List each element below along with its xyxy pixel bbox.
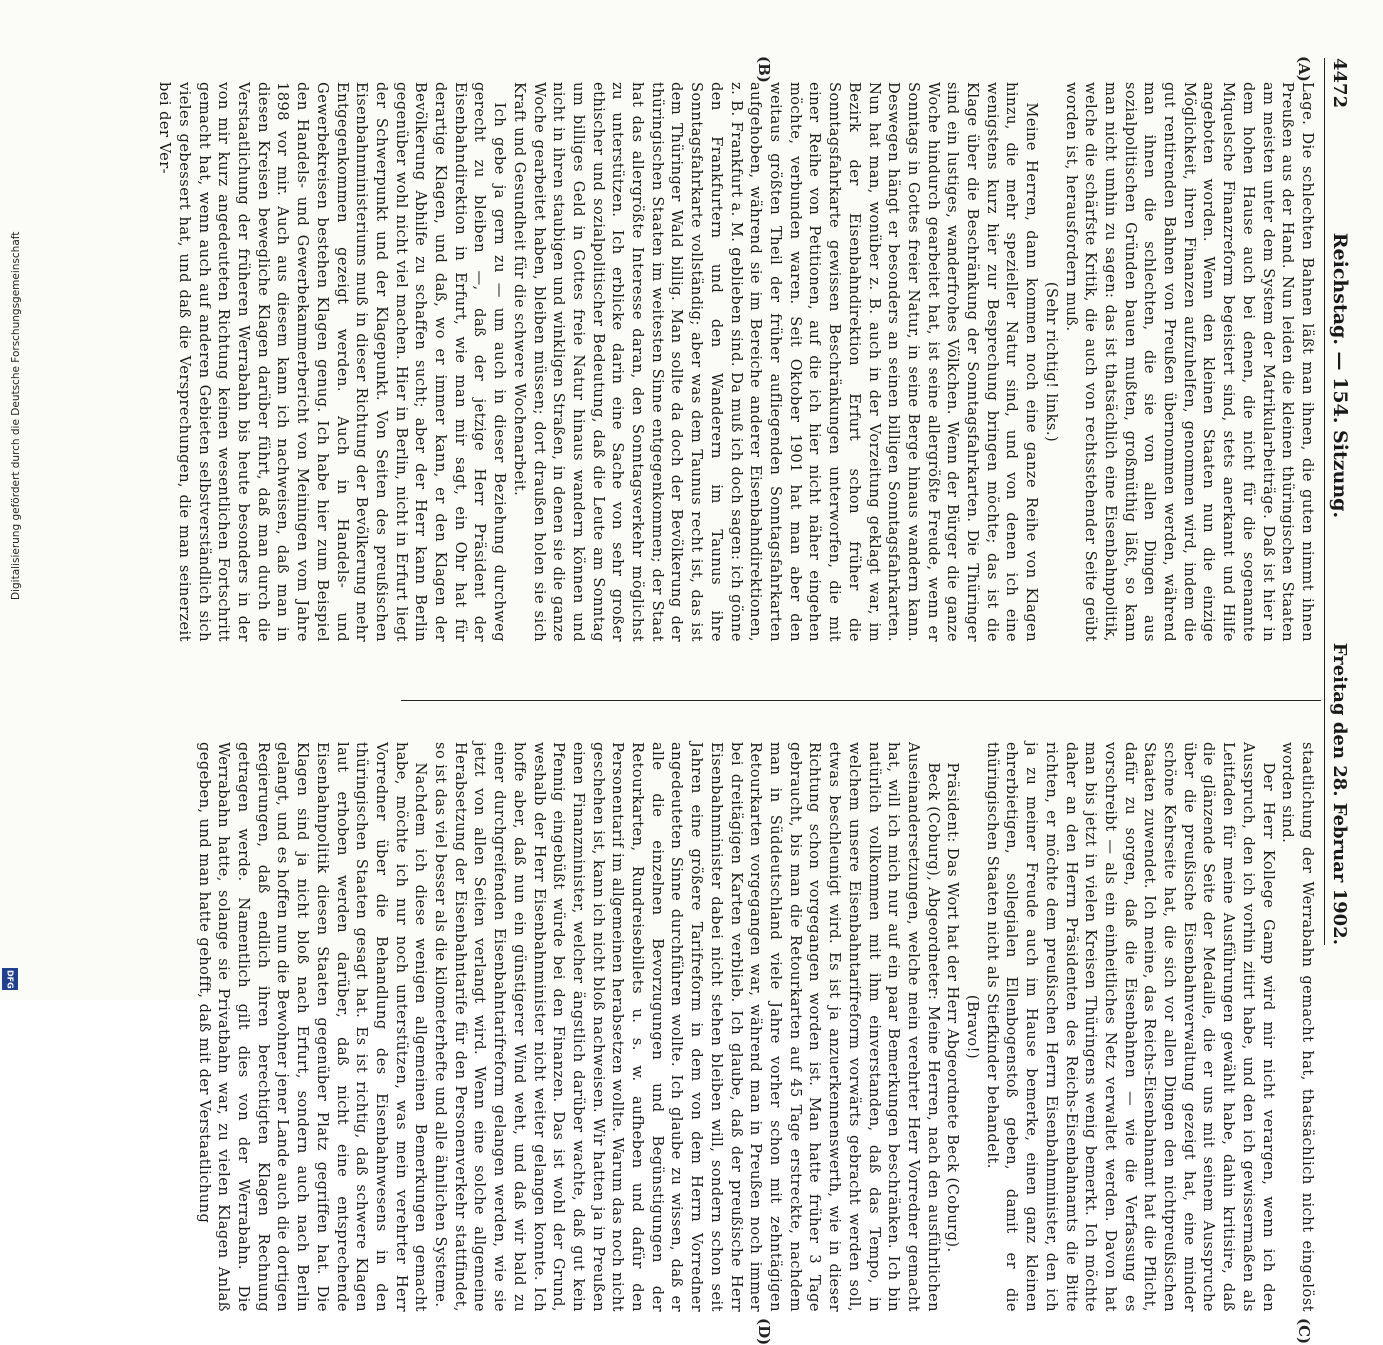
interjection: (Sehr richtig! links.) bbox=[1042, 281, 1060, 443]
paragraph: Ich gebe ja gern zu — um auch in dieser Beziehung durchweg gerecht zu bleiben —, daß der jetzige Herr Präsident der Eisenbahndirektion in Erfurt, wie man mir sagt, ein Ohr hat für derartige Klagen, und daß, wo er immer kann, er den Klagen der Bevölkerung Abhilfe zu schaffen sucht; aber der Herr kann Berlin gegenüber wohl nicht viel machen. Hier in Berlin, nicht in Erfurt liegt der Schwerpunkt und der Klagepunkt. Von Seiten des preußischen Eisenbahnministeriums muß in dieser Richtung der Bevölkerung mehr Entgegenkommen gezeigt werden. Auch in Handels- und Gewerbekreisen bestehen Klagen genug. Ich habe hier zum Beispiel den Handels- und Gewerbekammerbericht von Meiningen vom Jahre 1898 vor mir. Auch aus diesem kann ich nachweisen, daß man in diesen Kreisen bewegliche Klagen darüber führt, daß man durch die Verstaatlichung der früheren Werrabahn bis heute besonders in der von mir kurz angedeuteten Richtung keinen wesentlichen Fortschritt gemacht hat, wenn auch auf anderen Gebieten selbstverständlich sich vieles gebessert hat, und daß die Versprechungen, die man seinerzeit bei der Ver- bbox=[156, 82, 509, 642]
digitization-note: Digitalisierung gefördert durch die Deutsche Forschungsgemeinschaft bbox=[10, 231, 22, 600]
right-text-column bbox=[194, 742, 1317, 1312]
interjection: (Bravo!) bbox=[964, 994, 982, 1060]
column-divider bbox=[401, 700, 1321, 701]
dfg-logo: DFG bbox=[2, 968, 18, 990]
header-date: Freitag den 28. Februar 1902. bbox=[1329, 642, 1350, 945]
page-header bbox=[1324, 58, 1369, 945]
page-number: 4472 bbox=[1329, 58, 1350, 109]
speaker-announcement: Präsident: Das Wort hat der Herr Abgeordnete Beck (Coburg). bbox=[944, 762, 962, 1253]
paragraph: staatlichung der Werrabahn gemacht hat, thatsächlich nicht eingelöst worden sind. bbox=[1279, 742, 1316, 1312]
paragraph: Nachdem ich diese wenigen allgemeinen Bemerkungen gemacht habe, möchte ich nur noch unterstützen, was mein verehrter Herr Vorredner über die Behandlung des Eisenbahnwesens in den thüringischen Staaten gesagt hat. Es ist richtig, daß schwere Klagen laut erhoben werden darüber, daß nicht eine entsprechende Eisenbahnpolitik diesen Staaten gegenüber Platz gegriffen hat. Die Klagen sind ja nicht bloß nach Erfurt, sondern auch nach Berlin gelangt, und es hoffen nun die Bewohner jener Lande auch die dortigen Regierungen, daß endlich ihren berechtigten Klagen Rechnung getragen werde. Namentlich gilt dies von der Werrabahn. Die Werrabahn hatte, solange sie Privatbahn war, zu vielen Klagen Anlaß gegeben, und man hatte gehofft, daß mit der Verstaatlichung bbox=[195, 742, 430, 1312]
margin-label-a: (A) bbox=[1295, 56, 1313, 82]
margin-label-b: (B) bbox=[755, 56, 773, 83]
paragraph: Meine Herren, dann kommen noch eine ganze Reihe von Klagen hinzu, die mehr spezieller Natur sind, und von denen ich eine wenigstens kurz hier zur Besprechung bringen möchte; das ist die Klage über die Beschränkung der Sonntagsfahrkarten. Die Thüringer sind ein lustiges, wanderfrohes Völkchen. Wenn der Bürger die ganze Woche hindurch gearbeitet hat, ist seine allergrößte Freude, wenn er Sonntags in Gottes freier Natur, in seine Berge hinaus wandern kann. Deswegen hängt er besonders an seinen billigen Sonntagsfahrkarten. Nun hat man, wonüber z. B. auch in der Vorzeitung geklagt war, im Bezirk der Eisenbahndirektion Erfurt schon früher die Sonntagsfahrkarte gewissen Beschränkungen unterworfen, die mit einer Reihe von Petitionen, auf die ich hier nicht näher eingehen möchte, verbunden waren. Seit Oktober 1901 hat man aber den weitaus größten Theil der früher aufliegenden Sonntagsfahrkarten aufgehoben, während sie im Bereiche anderer Eisenbahndirektionen, z. B. Frankfurt a. M. geblieben sind. Da muß ich doch sagen: ich gönne den Frankfurtern und den Wanderern im Taunus ihre Sonntagsfahrkarte vollständig; aber was dem Taunus recht ist, das ist dem Thüringer Wald billig. Man sollte da doch der Bevölkerung der thüringischen Staaten im weitesten Sinne entgegenkommen; der Staat hat das allergrößte Interesse daran, den Sonntagsverkehr möglichst zu unterstützen. Ich erblicke darin eine Sache von sehr großer ethischer und sozialpolitischer Bedeutung, daß die Leute am Sonntag um billiges Geld in Gottes freie Natur hinaus wandern können und nicht in ihren staubigen und winkligen Straßen, in denen sie die ganze Woche gearbeitet haben, bleiben müssen; dort draußen holen sie sich Kraft und Gesundheit für die schwere Wochenarbeit. bbox=[510, 82, 1041, 642]
paragraph: Der Herr Kollege Gamp wird mir nicht verargen, wenn ich den Ausspruch, den ich vorhin zitirt habe, und den ich gewissermaßen als Leitfaden für meine Ausführungen gewählt habe, dahin kritisire, daß die glänzende Seite der Medaille, die er uns mit seinem Ausspruche über die preußische Eisenbahnverwaltung gezeigt hat, eine minder schöne Kehrseite hat, die sich vor allen Dingen den nichtpreußischen Staaten zuwendet. Ich meine, das Reichs-Eisenbahnamt hat die Pflicht, dafür zu sorgen, daß die Eisenbahnen — wie die Verfassung es vorschreibt — als ein einheitliches Netz verwaltet werden. Davon hat man bis jetzt in vielen Kreisen Thüringens wenig bemerkt. Ich möchte daher an den Herrn Präsidenten des Reichs-Eisenbahnamts die Bitte richten, er möchte dem preußischen Herrn Eisenbahnminister, den ich ja zu meiner Freude auch im Hause bemerke, einen ganz kleinen ehrerbietigen, sollegialen Ellenbogenstoß geben, damit er die thüringischen Staaten nicht als Stiefkinder behandelt. bbox=[983, 742, 1277, 1312]
margin-label-d: (D) bbox=[755, 1318, 773, 1345]
left-text-column bbox=[155, 82, 1317, 642]
margin-label-c: (C) bbox=[1295, 1318, 1313, 1345]
paragraph: Beck (Coburg), Abgeordneter: Meine Herren, nach den ausführlichen Auseinandersetzungen, welche mein verehrter Herr Vorredner gemacht hat, will ich mich nur auf ein paar Bemerkungen beschränken. Ich bin natürlich vollkommen mit ihm einverstanden, daß das Tempo, in welchem unsere Eisenbahntarifreform vorwärts gebracht werden soll, etwas beschleunigt wird. Es ist ja anzuerkennenswerth, wie in dieser Richtung schon vorgegangen worden ist. Man hatte früher 3 Tage gebraucht, bis man die Retourkarten auf 45 Tage erstreckte, nachdem man in Süddeutschland viele Jahre vorher schon mit zehntägigen Retourkarten vorgegangen war, während man in Preußen noch immer bei dreitägigen Karten verblieb. Ich glaube, daß der preußische Herr Eisenbahnminister dabei nicht stehen bleiben will, sondern schon seit Jahren eine größere Tarifreform in dem von dem Herrn Vorredner angedeuteten Sinne durchführen wollte. Ich glaube zu wissen, daß er alle die einzelnen Bevorzugungen und Begünstigungen der Retourkarten, Rundreisebillets u. s. w. aufheben und dafür den Personentarif im allgemeinen herabsetzen wollte. Warum das noch nicht geschehen ist, kann ich nicht bloß nachweisen. Wir hatten ja in Preußen einen Finanzminister, welcher ängstlich darüber wachte, daß gut kein Pfennig eingebüßt würde bei den Finanzen. Das ist wohl der Grund, weshalb der Herr Eisenbahnminister nicht weiter gelangen konnte. Ich hoffe aber, daß nun ein günstigerer Wind weht, und daß wir bald zu einer durchgreifenden Eisenbahntarifreform gelangen werden, wie sie jetzt von allen Seiten verlangt wird. Wenn eine solche allgemeine Herabsetzung der Eisenbahntarife für den Personenverkehr stattfindet, so ist das viel besser als die kilometerhefte und alle ähnlichen Systeme. bbox=[432, 742, 942, 1312]
paragraph: Lage. Die schlechten Bahnen läßt man ihnen, die guten nimmt ihnen Preußen aus der Hand. Nun leiden die kleinen thüringischen Staaten am meisten unter dem System der Matrikularbeiträge. Daß ist hier in dem hohen Hause auch bei denen, die nicht für die sogenannte Miquelsche Finanzreform begeistert sind, stets anerkannt und Hilfe angeboten worden. Wenn den kleinen Staaten nun die einzige Möglichkeit, ihren Finanzen aufzuhelfen, genommen wird, indem die gut rentirenden Bahnen von Preußen übernommen werden, während man ihnen die schlechten, die sie von allen Dingen aus sozialpolitischen Gründen bauen mußten, großmüthig läßt, so kann man nicht umhin zu sagen: das ist thatsächlich eine Eisenbahnpolitik, welche die schärfste Kritik, die auch von rechtsstehender Seite geübt worden ist, herausfordern muß. bbox=[1062, 82, 1316, 642]
header-title: Reichstag. — 154. Sitzung. bbox=[1329, 232, 1351, 519]
